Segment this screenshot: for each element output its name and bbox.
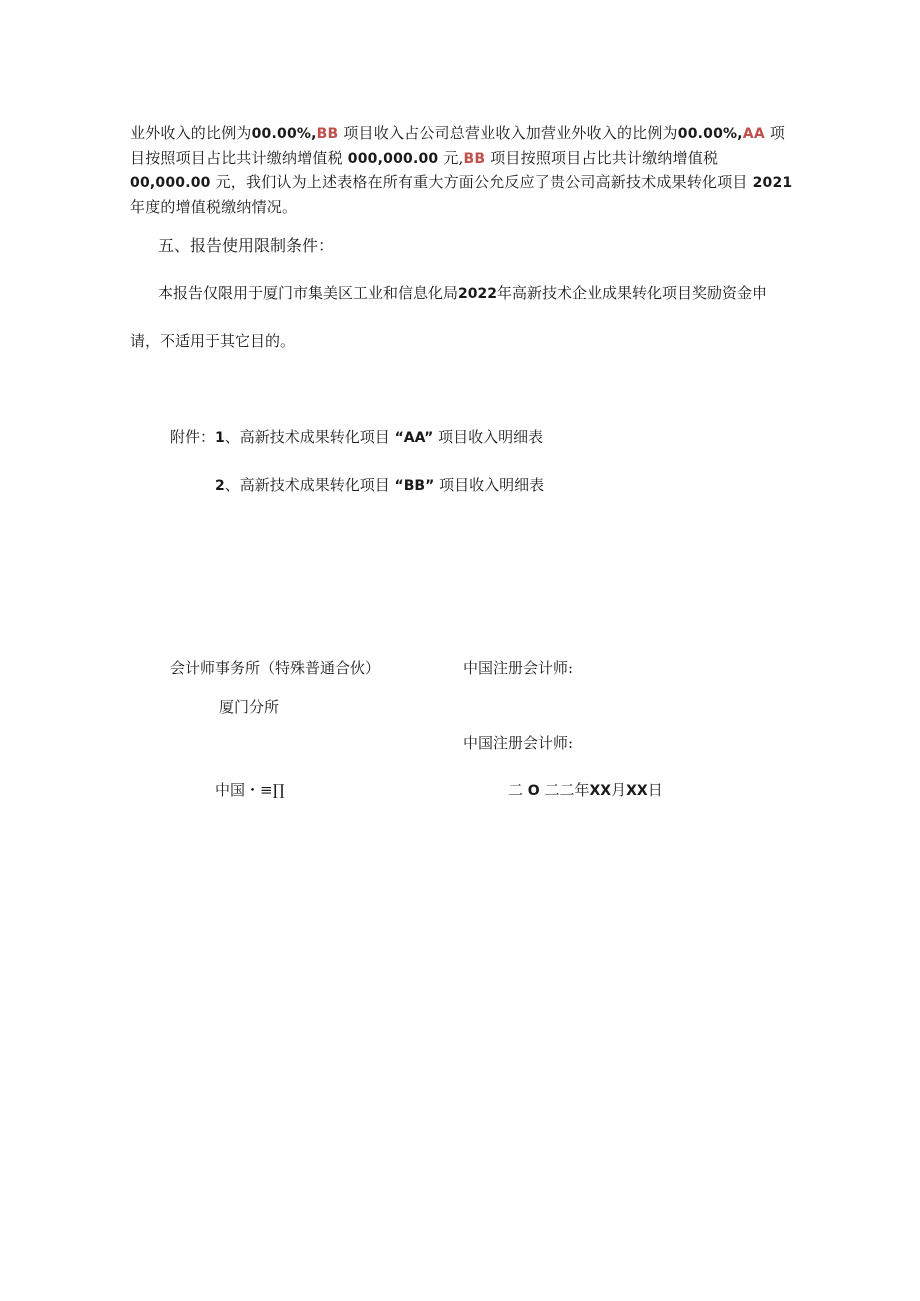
text-segment: 项目收入明细表 <box>439 476 545 494</box>
date-month: XX <box>589 783 612 799</box>
aa-revenue-ratio: 00.00%, <box>677 126 743 142</box>
attachment-number: 1 <box>215 430 225 446</box>
location: 中国・≡∏ <box>215 781 285 799</box>
restriction-line-1 <box>158 282 767 303</box>
text-segment: 月 <box>611 781 627 799</box>
cpa-signature-1: 中国注册会计师: <box>463 659 574 677</box>
attachment-prefix: 附件： <box>170 428 216 446</box>
bb-vat-amount: 00,000.00 <box>130 175 211 191</box>
attachment-number: 2 <box>215 478 225 494</box>
project-bb-label: BB <box>463 150 486 167</box>
bb-revenue-ratio: 00.00%, <box>251 126 317 142</box>
attachment-item-1 <box>170 426 543 447</box>
restriction-line-2: 请，不适用于其它目的。 <box>130 332 296 350</box>
aa-vat-amount: 000,000.00 <box>347 150 439 167</box>
firm-name: 会计师事务所（特殊普通合伙） <box>170 659 381 677</box>
attachment-item-2 <box>215 474 544 495</box>
text-segment: 、高新技术成果转化项目 <box>224 428 390 446</box>
report-year: 2021 <box>752 175 793 191</box>
project-code: “BB” <box>394 478 435 494</box>
cpa-signature-2: 中国注册会计师: <box>463 734 574 752</box>
text-segment: 项目收入占公司总营业收入加营业外收入的比例为 <box>343 124 678 142</box>
date-digit: O <box>527 783 540 799</box>
project-aa-label: AA <box>742 126 765 142</box>
text-segment: 二二年 <box>544 781 590 799</box>
project-bb-label: BB <box>316 126 339 142</box>
text-segment: 项目收入明细表 <box>438 428 544 446</box>
text-segment: 项目按照项目占比共计缴纳增值税 <box>490 148 719 167</box>
text-segment: 项目按照项目占比共计缴纳增值税 <box>130 124 786 167</box>
branch-name: 厦门分所 <box>219 698 280 716</box>
text-segment: 元，我们认为上述表格在所有重大方面公允反应了贵公司高新技术成果转化项目 <box>215 173 748 191</box>
section-heading: 五、报告使用限制条件： <box>158 236 335 255</box>
text-segment: 年度的增值税缴纳情况。 <box>130 197 298 216</box>
text-segment: 日 <box>647 781 663 799</box>
text-segment: 、高新技术成果转化项目 <box>224 476 390 494</box>
report-date <box>508 779 663 800</box>
project-code: “AA” <box>394 430 434 446</box>
vat-summary-paragraph <box>130 122 795 219</box>
text-segment: 年高新技术企业成果转化项目奖励资金申 <box>496 284 767 302</box>
text-segment: 业外收入的比例为 <box>130 124 252 142</box>
date-day: XX <box>626 783 648 799</box>
text-segment: 元, <box>443 148 464 167</box>
text-segment: 本报告仅限用于厦门市集美区工业和信息化局 <box>158 284 459 302</box>
text-segment: 二 <box>508 781 524 799</box>
grant-year: 2022 <box>458 286 497 302</box>
